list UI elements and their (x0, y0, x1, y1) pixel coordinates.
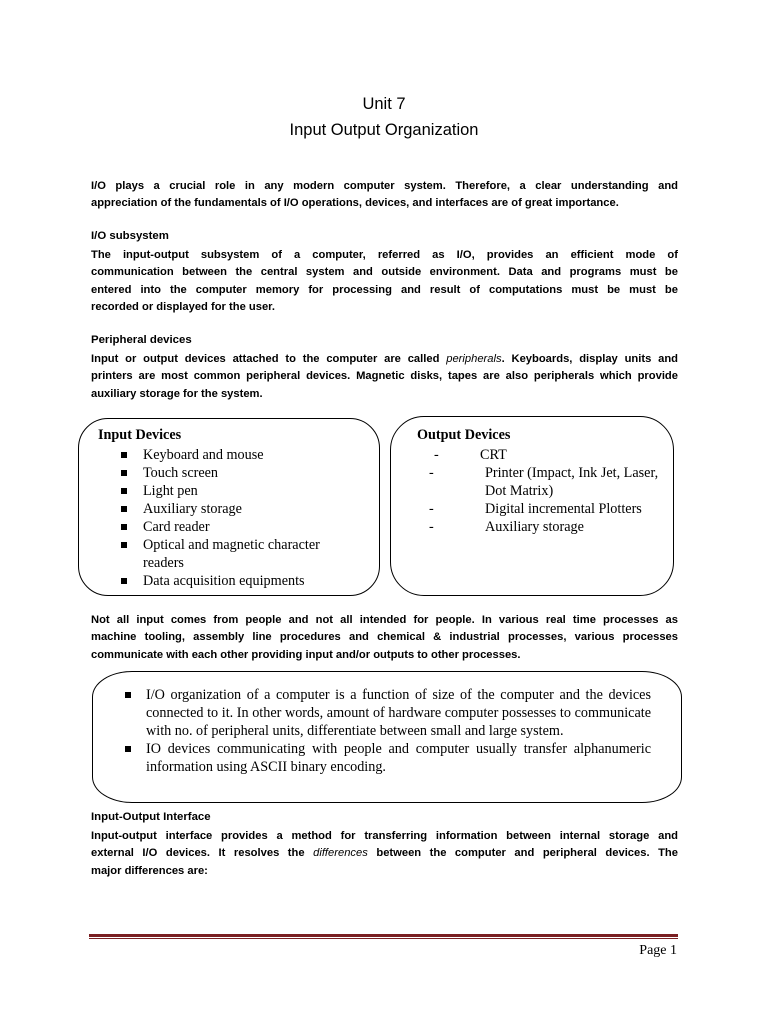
io-subsystem-line: entered into the computer memory for processing and result of computations must be must be (91, 283, 678, 296)
intro-line: appreciation of the fundamentals of I/O operations, devices, and interfaces are of great importance. (91, 197, 619, 210)
square-bullet-icon (121, 470, 127, 476)
differences-term: differences (313, 847, 368, 860)
footer-rule (89, 934, 678, 937)
realtime-paragraph (91, 612, 678, 664)
list-item-label: Auxiliary storage (485, 519, 584, 535)
square-bullet-icon (121, 488, 127, 494)
interface-text: external I/O devices. It resolves the (91, 847, 314, 860)
list-item-label: Keyboard and mouse (143, 447, 264, 463)
list-item-label: CRT (480, 447, 507, 463)
unit-title: Unit 7 (362, 95, 406, 113)
list-item (429, 500, 660, 518)
list-item (143, 518, 353, 536)
footer-rule-thin (89, 938, 678, 939)
peripheral-paragraph (91, 351, 678, 403)
list-item-label: Data acquisition equipments (143, 573, 305, 589)
io-subsystem-line: recorded or displayed for the user. (91, 300, 276, 313)
peripheral-text: . Keyboards, display units and (501, 353, 678, 365)
realtime-line: communicate with each other providing input and/or outputs to other processes. (91, 648, 521, 661)
peripheral-line: auxiliary storage for the system. (91, 387, 263, 400)
interface-line (91, 845, 678, 862)
peripheral-line (91, 351, 678, 368)
dash-bullet: - (434, 447, 439, 463)
list-item (143, 536, 353, 572)
peripheral-heading: Peripheral devices (91, 334, 192, 346)
list-item (143, 464, 353, 482)
page-title: Input Output Organization (289, 121, 479, 139)
realtime-line: machine tooling, assembly line procedures and chemical & industrial processes, various processes (91, 631, 678, 644)
interface-line: Input-output interface provides a method for transferring information between internal storage and (91, 830, 678, 842)
square-bullet-icon (121, 542, 127, 548)
list-item-label: Light pen (143, 483, 198, 499)
list-item (146, 686, 651, 740)
list-item-label: Auxiliary storage (143, 501, 242, 517)
square-bullet-icon (121, 452, 127, 458)
list-item (143, 500, 353, 518)
square-bullet-icon (125, 692, 131, 698)
list-item (146, 740, 651, 776)
input-devices-title: Input Devices (98, 427, 182, 443)
list-item (429, 464, 660, 500)
list-item (143, 446, 353, 464)
io-subsystem-paragraph (91, 247, 678, 316)
list-item-label: Touch screen (143, 465, 219, 481)
output-devices-list (429, 446, 660, 536)
interface-paragraph (91, 828, 678, 880)
list-item-label: IO devices communicating with people and computer usually transfer alphanumeric information using ASCII binary encoding. (146, 741, 651, 775)
interface-line: major differences are: (91, 864, 208, 877)
realtime-line: Not all input comes from people and not all intended for people. In various real time processes as (91, 614, 678, 626)
io-subsystem-line: communication between the central system and outside environment. Data and programs must be (91, 266, 678, 279)
dash-bullet: - (429, 465, 434, 481)
output-devices-box (390, 416, 674, 596)
io-subsystem-line: The input-output subsystem of a computer, referred as I/O, provides an efficient mode of (91, 249, 678, 261)
peripheral-line: printers are most common peripheral devices. Magnetic disks, tapes are also peripherals which provide (91, 370, 678, 383)
interface-text: between the computer and peripheral devices. The (367, 847, 678, 860)
input-devices-list (143, 446, 353, 590)
io-subsystem-heading: I/O subsystem (91, 230, 169, 242)
peripheral-text: Input or output devices attached to the computer are called (91, 353, 447, 365)
list-item (429, 518, 660, 536)
square-bullet-icon (121, 524, 127, 530)
list-item-label: Printer (Impact, Ink Jet, Laser, Dot Matrix) (485, 465, 659, 499)
square-bullet-icon (121, 506, 127, 512)
list-item-label: Optical and magnetic character readers (143, 537, 320, 571)
list-item (143, 572, 353, 590)
input-devices-box (78, 418, 380, 596)
interface-heading: Input-Output Interface (91, 811, 211, 823)
output-devices-title: Output Devices (417, 427, 511, 443)
page-number: Page 1 (639, 943, 677, 958)
list-item-label: Card reader (143, 519, 210, 535)
notes-box (92, 671, 682, 803)
notes-list (146, 686, 651, 776)
list-item (434, 446, 660, 464)
list-item-label: Digital incremental Plotters (485, 501, 642, 517)
peripherals-term: peripherals (446, 353, 502, 365)
dash-bullet: - (429, 519, 434, 535)
intro-line: I/O plays a crucial role in any modern computer system. Therefore, a clear understanding and (91, 180, 678, 192)
dash-bullet: - (429, 501, 434, 517)
list-item (143, 482, 353, 500)
list-item-label: I/O organization of a computer is a function of size of the computer and the devices connected to it. In other words, amount of hardware computer possesses to communicate with no. of peripheral units, differentiate between small and large system. (146, 687, 651, 739)
square-bullet-icon (121, 578, 127, 584)
intro-paragraph (91, 178, 678, 213)
square-bullet-icon (125, 746, 131, 752)
